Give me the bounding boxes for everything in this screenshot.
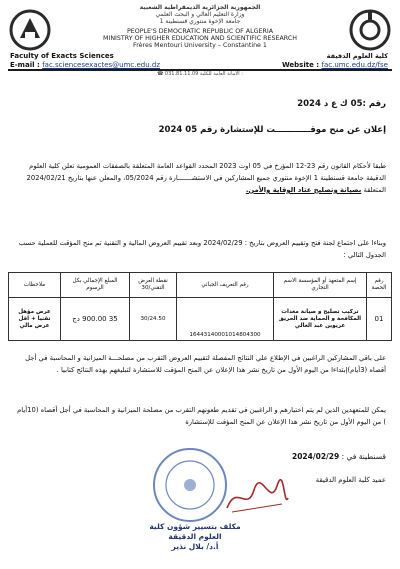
email-label: E-mail : xyxy=(10,61,40,69)
phone-line xyxy=(0,71,400,77)
faculty-name-en: Faculty of Exacts Sciences xyxy=(10,52,114,60)
intro-paragraph xyxy=(14,160,386,196)
header-ar-university: جامعة الإخوة منتوري قسنطينة 1 xyxy=(159,18,241,25)
review-paragraph: على باقي المشاركين الراغبين في الإطلاع علي النتائج المفصلة لتقييم العروض التقرب من مصلحـــة الميزانية و المحاسبة في أجل أقصاه (3أيام)إبتداءا من اليوم الأول من تاريخ نشر هذا الإعلان عن المنح المؤقت للاستشارة لتبليغهم بهذه النتائج كتابيا . xyxy=(25,354,386,374)
dean-title: عميد كلية العلوم الدقيقة xyxy=(315,476,386,484)
signatory-line-1: مكلف بتسيير شؤون كلية xyxy=(149,522,241,531)
award-table xyxy=(8,272,392,341)
header-tax-id: رقم التعريف الجبائي xyxy=(177,273,274,298)
signatory-name: أ.د/ بلال نذير xyxy=(171,542,219,551)
signatory-block xyxy=(140,522,250,552)
intro-subject: بصيانة وتصليح عتاد الوقاية والأمن. xyxy=(245,186,362,194)
intro-text: طبقا لأحكام القانون رقم 23-12 المؤرخ في 05 اوت 2023 المحدد القواعد العامة المتعلقة بالصفقات العمومية تعلن كلية العلوم الدقيقة جامعة قسنطينة 1 الإخوة منتوري جميع المشاركين في الاستشـــــــارة رقم 05/2024، والمعلن عنها بتاريخ 2024/02/21 المتعلقة xyxy=(26,162,386,194)
handwritten-signature-icon xyxy=(222,478,292,518)
committee-paragraph: وبناءا على اجتماع لجنة فتح وتقييم العروض بتاريخ : 2024/02/29 وبعد تقييم العروض المالية و التقنية تم منح المؤقت للعملية حسب الجدول التالي : xyxy=(18,239,386,259)
email-link[interactable]: fac.sciencesexactes@umc.edu.dz xyxy=(42,61,161,69)
header-ar-ministry: وزارة التعليم العالي و البحث العلمي xyxy=(155,11,245,18)
cell-notes: عرض مؤهل تقنيا + اقل عرض مالي xyxy=(9,298,61,341)
header-score: نقطة العرض التقني/30 xyxy=(130,273,177,298)
sign-place-date xyxy=(292,452,386,461)
header-lot: رقم الحصة xyxy=(367,273,392,298)
email-line xyxy=(10,61,160,69)
university-logo-icon xyxy=(8,8,52,52)
header-notes: ملاحظات xyxy=(9,273,61,298)
phone-icon: ☎ xyxy=(157,71,164,77)
appeal-paragraph: يمكن للمتعهدين الذين لم يتم اختيارهم و الراغبين في تقديم طعونهم التقرب من مصلحة الميزانية و المحاسبة في أجل أقصاه (10أيام ) من اليوم الأول من تاريخ نشر هذا الإعلان عن المنح المؤقت للإستشارة xyxy=(17,406,386,426)
phone-number: 031.81.11.09 xyxy=(164,71,199,77)
header-ar-republic: الجمهورية الجزائرية الديمقراطية الشعبية xyxy=(139,4,261,11)
faculty-logo-icon xyxy=(348,8,392,52)
table-header-row xyxy=(9,273,392,298)
header-bidder: إسم المتعهد أو المؤسسة الاسم التجاري xyxy=(274,273,367,298)
header-amount: المبلغ الإجمالي بكل الرسوم xyxy=(61,273,130,298)
cell-bidder: تركيب تصليح و صيانة معدات المكافحة و الحماية ضد الحريق عريوين عبد العالي xyxy=(274,298,367,341)
cell-amount: 35 900.00 دج xyxy=(61,298,130,341)
official-stamp-icon xyxy=(150,445,230,525)
header-en-ministry: MINISTRY OF HIGHER EDUCATION AND SCIENTIFIC RESEARCH xyxy=(103,35,297,42)
sign-date: 2024/02/29 xyxy=(292,452,340,461)
faculty-name-ar: كلية العلوم الدقيقة xyxy=(326,52,388,60)
cell-score: 30/24.50 xyxy=(130,298,177,341)
phone-label: الأمانة العامة للكلية : xyxy=(199,71,243,77)
header-en-republic: PEOPLE'S DEMOCRATIC REPUBLIC OF ALGERIA xyxy=(126,28,274,35)
cell-tax-id: 16443140001014804300 xyxy=(177,298,274,341)
signatory-line-2: العلوم الدقيقة xyxy=(168,532,222,541)
cell-lot: 01 xyxy=(367,298,392,341)
announcement-title: إعلان عن منح موقــــــــــــت للإستشارة رقم 05 2024 xyxy=(158,125,386,135)
sign-place: قسنطينة في : xyxy=(341,452,386,461)
website-label: Website : xyxy=(281,61,320,69)
header-en-university: Frères Mentouri University – Constantine 1 xyxy=(133,42,267,49)
reference-number: رقم :05 ك ع د 2024 xyxy=(297,99,386,109)
website-line xyxy=(282,61,388,69)
table-row xyxy=(9,298,392,341)
website-link[interactable]: fac.umc.edu.dz/fse xyxy=(321,61,388,69)
